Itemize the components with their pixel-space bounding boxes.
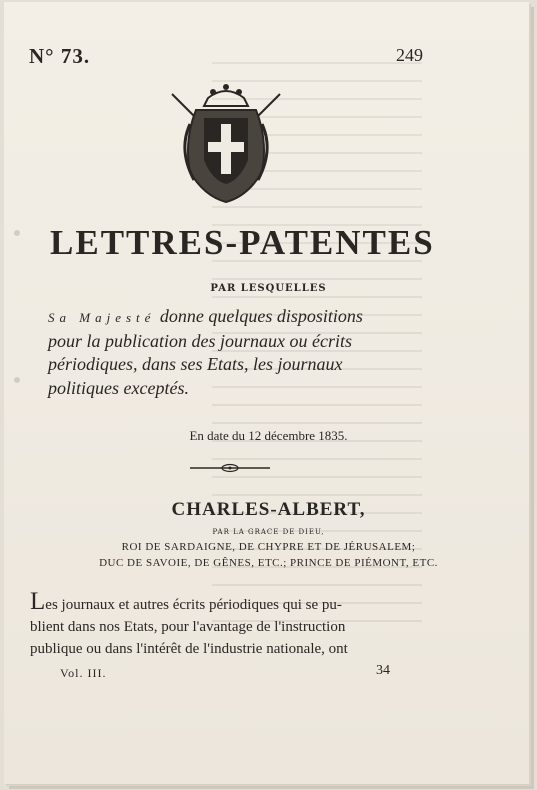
intro-line: pour la publication des journaux ou écrits xyxy=(48,330,352,351)
subtitle: PAR LESQUELLES xyxy=(210,283,327,294)
document-number: N° 73. xyxy=(29,44,91,68)
intro-lead-caps: Sa Majesté xyxy=(48,310,156,325)
intro-paragraph xyxy=(48,305,428,400)
king-titles-line2: DUC DE SAVOIE, DE GÊNES, ETC.; PRINCE DE PIÉMONT, ETC. xyxy=(99,557,438,569)
intro-line: politiques exceptés. xyxy=(48,377,189,398)
intro-line: périodiques, dans ses Etats, les journaux xyxy=(48,354,343,374)
king-name: CHARLES-ALBERT, xyxy=(171,499,366,520)
drop-cap: L xyxy=(30,588,46,615)
body-line: publique ou dans l'intérêt de l'industrie nationale, ont xyxy=(30,641,348,657)
king-titles-line1: ROI DE SARDAIGNE, DE CHYPRE ET DE JÉRUSALEM; xyxy=(121,541,416,553)
signature-number: 34 xyxy=(376,663,390,678)
binding-hole xyxy=(14,377,20,383)
date-line: En date du 12 décembre 1835. xyxy=(189,428,348,443)
coat-of-arms-icon xyxy=(168,80,284,204)
body-line: es journaux et autres écrits périodiques qui se pu- xyxy=(45,597,342,613)
binding-hole xyxy=(14,230,20,236)
document-title: LETTRES-PATENTES xyxy=(50,223,435,262)
body-line: blient dans nos Etats, pour l'avantage de l'instruction xyxy=(30,619,346,635)
intro-line: donne quelques dispositions xyxy=(159,306,363,326)
king-grace: PAR LA GRACE DE DIEU, xyxy=(212,528,325,536)
body-paragraph xyxy=(30,588,430,660)
volume-label: Vol. III. xyxy=(60,666,107,680)
page-number: 249 xyxy=(396,45,423,65)
ornament-divider-icon xyxy=(190,462,270,474)
